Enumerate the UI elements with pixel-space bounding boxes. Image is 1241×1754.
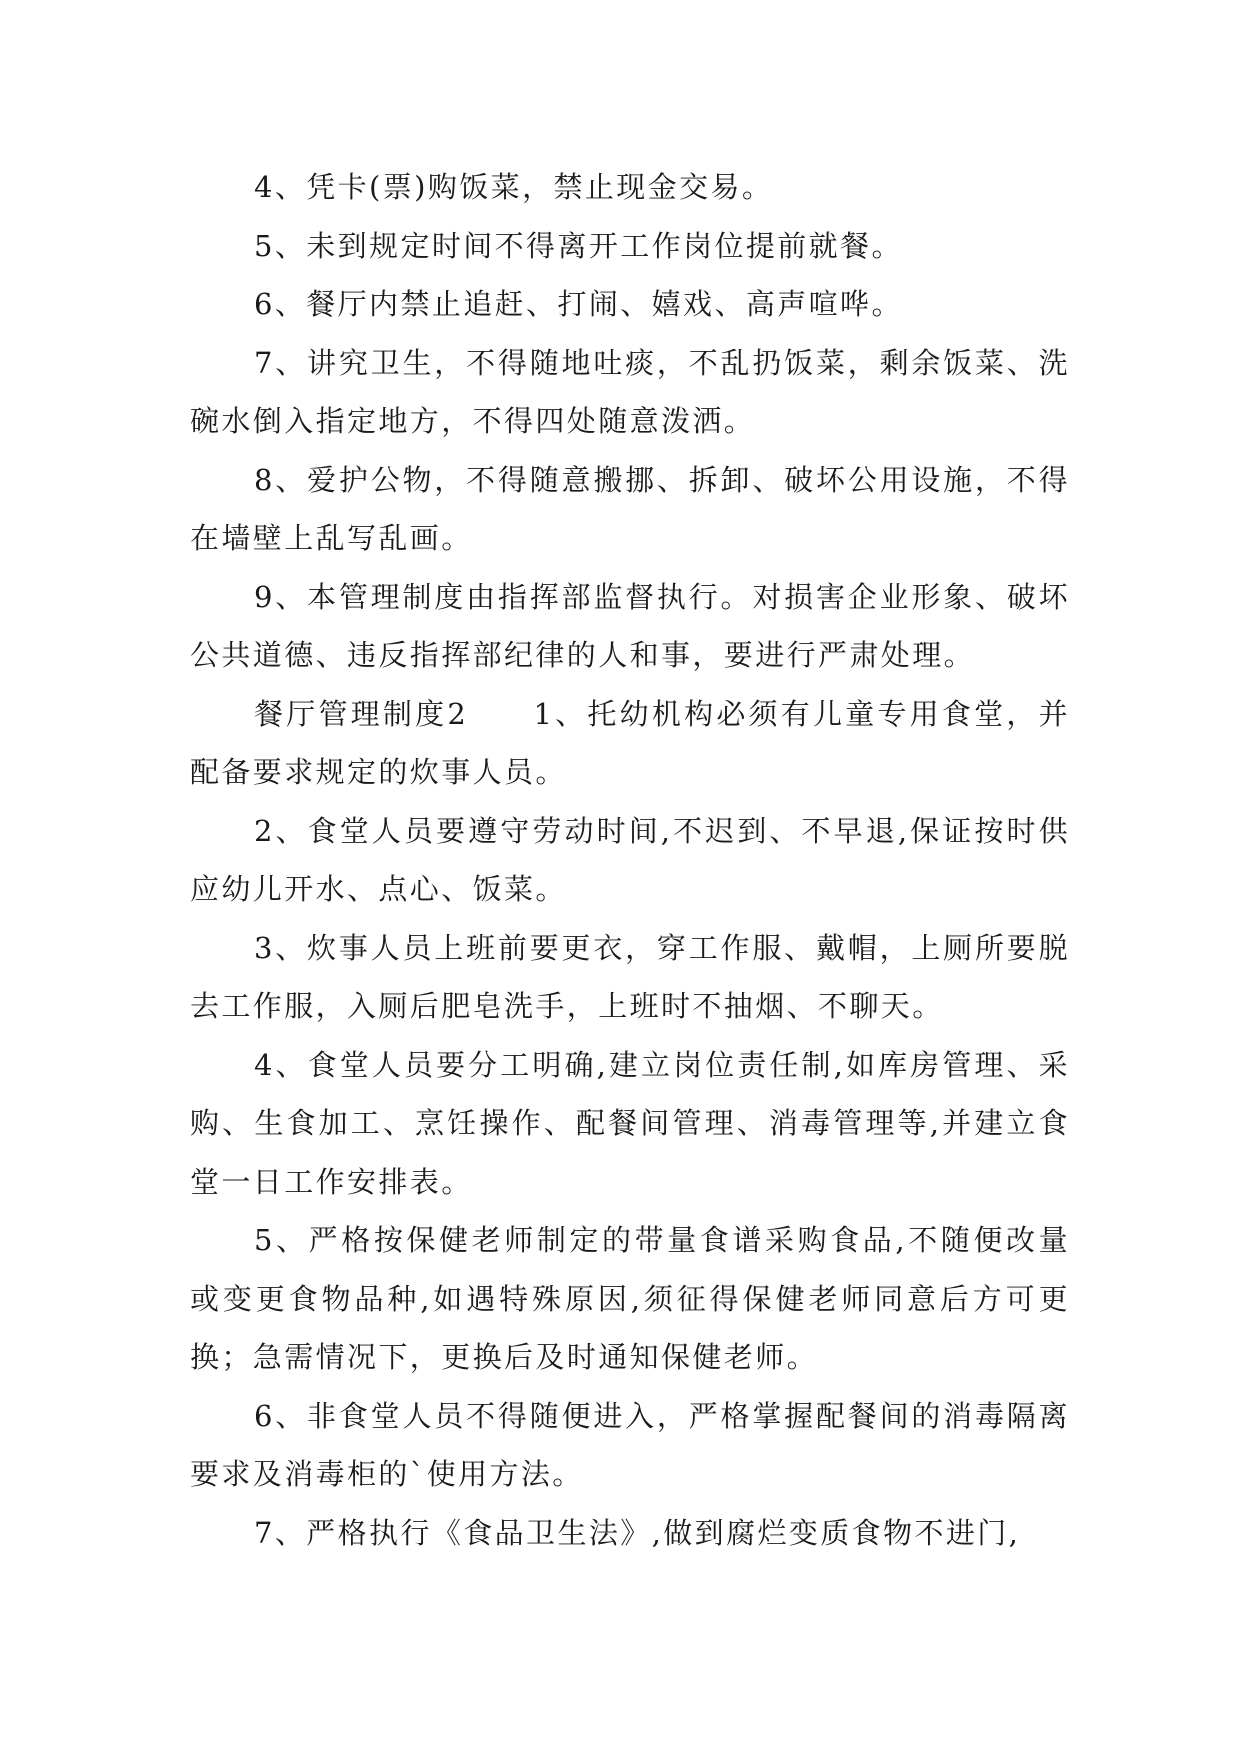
paragraph-division-of-labor: 4、食堂人员要分工明确,建立岗位责任制,如库房管理、采购、生食加工、烹饪操作、配餐间管理、消毒管理等,并建立食堂一日工作安排表。 [190,1047,1070,1199]
paragraph-meal-time: 5、未到规定时间不得离开工作岗位提前就餐。 [254,228,903,263]
paragraph-section-2-intro: 餐厅管理制度2 1、托幼机构必须有儿童专用食堂，并配备要求规定的炊事人员。 [190,696,1070,789]
paragraph-no-noise: 6、餐厅内禁止追赶、打闹、嬉戏、高声喧哗。 [254,287,903,321]
paragraph-staff-attire: 3、炊事人员上班前要更衣，穿工作服、戴帽，上厕所要脱去工作服，入厕后肥皂洗手，上班时不抽烟、不聊天。 [190,930,1070,1023]
paragraph-working-hours: 2、食堂人员要遵守劳动时间,不迟到、不早退,保证按时供应幼儿开水、点心、饭菜。 [190,813,1070,906]
paragraph-hygiene: 7、讲究卫生，不得随地吐痰，不乱扔饭菜，剩余饭菜、洗碗水倒入指定地方，不得四处随意泼洒。 [190,345,1070,438]
paragraph-menu-purchasing: 5、严格按保健老师制定的带量食谱采购食品,不随便改量或变更食物品种,如遇特殊原因,须征得保健老师同意后方可更换；急需情况下，更换后及时通知保健老师。 [190,1223,1070,1374]
paragraph-public-property: 8、爱护公物，不得随意搬挪、拆卸、破坏公用设施，不得在墙壁上乱写乱画。 [190,462,1070,555]
paragraph-supervision: 9、本管理制度由指挥部监督执行。对损害企业形象、破坏公共道德、违反指挥部纪律的人和事，要进行严肃处理。 [190,579,1070,672]
paragraph-access-control: 6、非食堂人员不得随便进入，严格掌握配餐间的消毒隔离要求及消毒柜的`使用方法。 [190,1398,1070,1491]
paragraph-food-safety-law: 7、严格执行《食品卫生法》,做到腐烂变质食物不进门, [254,1515,1021,1550]
document-body [190,158,1070,1562]
paragraph-card-payment: 4、凭卡(票)购饭菜，禁止现金交易。 [254,170,774,204]
